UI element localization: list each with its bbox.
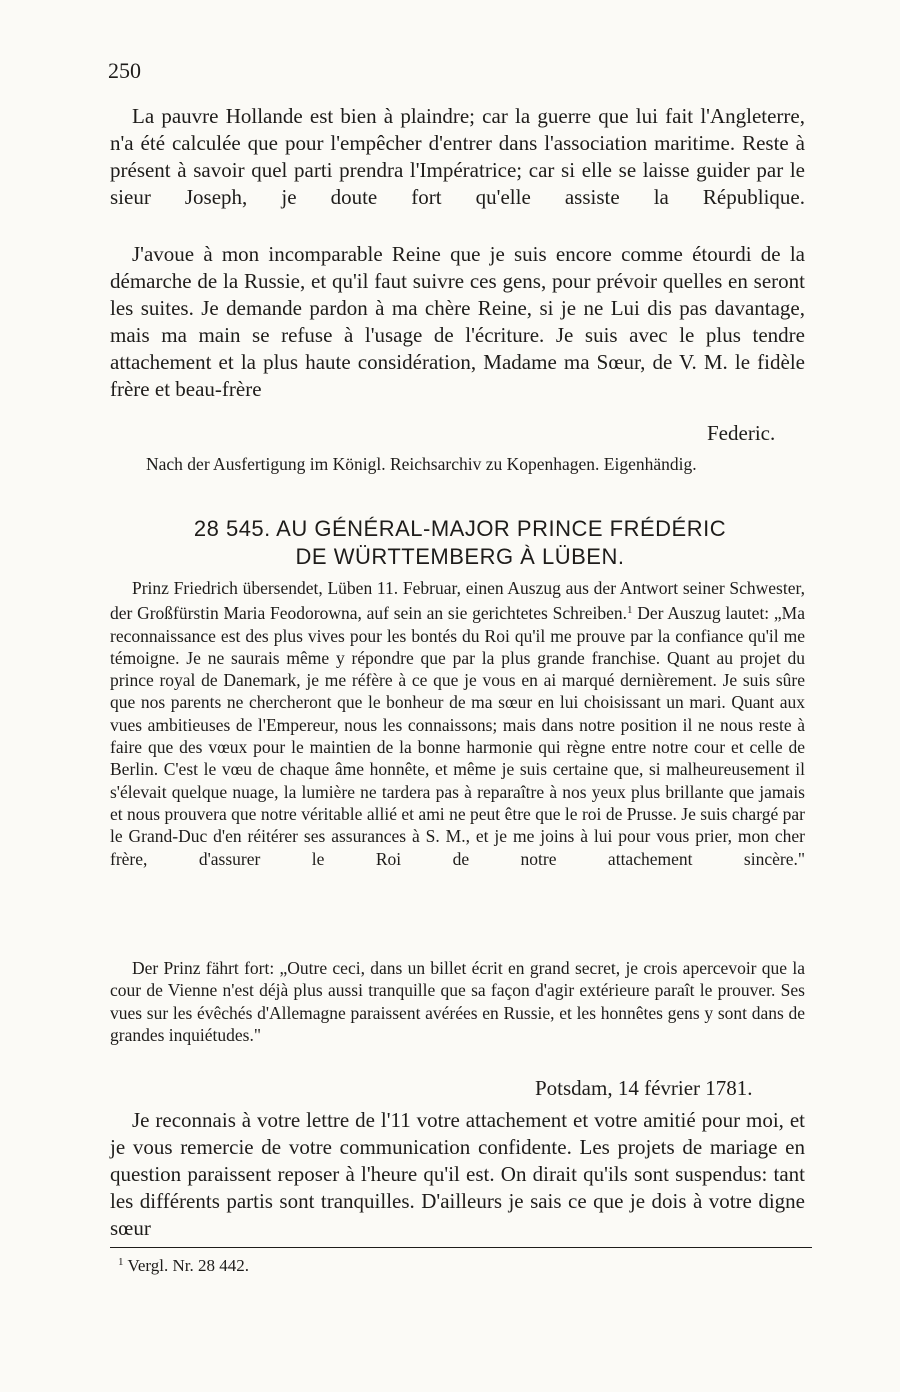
letter-paragraph-2: J'avoue à mon incomparable Reine que je suis encore comme étourdi de la démarche de la Russie, et qu'il faut suivre ces gens, pour prévoir quelles en seront les suites. Je demande pardon à ma chère Reine, si je ne Lui dis pas davantage, mais ma main se refuse à l'usage de l'écriture. Je suis avec le plus tendre attachement et la plus haute considération, Madame ma Sœur, de V. M. le fidèle frère et beau-frère xyxy=(110,242,805,401)
footnote-divider xyxy=(110,1247,812,1248)
page-number: 250 xyxy=(108,58,141,83)
summary-paragraph-1-block xyxy=(110,577,805,870)
letter-paragraph-1: La pauvre Hollande est bien à plaindre; car la guerre que lui fait l'Angleterre, n'a été calculée que pour l'empêcher d'entrer dans l'association maritime. Reste à présent à savoir quel parti prendra l'Impératrice; car si elle se laisse guider par le sieur Joseph, je doute fort qu'elle assiste la République. xyxy=(110,104,805,209)
footnote-number: 1 xyxy=(118,1256,124,1268)
reply-paragraph-block xyxy=(110,1107,805,1242)
letter-paragraph-2-block xyxy=(110,241,805,403)
footnote-reference: 1 xyxy=(626,604,633,617)
summary-paragraph-1-part-a: Prinz Friedrich übersendet, Lüben 11. Februar, einen Auszug aus der Antwort seiner Schwester, der Großfürstin Maria Feodorowna, auf sein an sie gerichtetes Schreiben. xyxy=(110,578,805,624)
footnote-text: Vergl. Nr. 28 442. xyxy=(127,1256,249,1275)
source-note: Nach der Ausfertigung im Königl. Reichsarchiv zu Kopenhagen. Eigenhändig. xyxy=(146,454,697,474)
footnote xyxy=(118,1256,249,1276)
summary-paragraph-2: Der Prinz fährt fort: „Outre ceci, dans un billet écrit en grand secret, je crois apercevoir que la cour de Vienne n'est déjà plus aussi tranquille que sa façon d'agir extérieure paraît le prouver. Ses vues sur les évêchés d'Allemagne paraissent avérées en Russie, et les honnêtes gens y sont dans de grandes inquiétudes." xyxy=(110,958,805,1045)
summary-paragraph-1-part-b: Der Auszug lautet: „Ma reconnaissance est des plus vives pour les bontés du Roi qu'il me prouve par la confiance qu'il me témoigne. Je ne saurais même y répondre que par la plus grande franchise. Quant au projet du prince royal de Danemark, je me réfère à ce que je vous en ai marqué dernièrement. Je suis sûre que nos parents ne chercheront que le bonheur de ma sœur en lui choisissant un mari. Quant aux vues ambitieuses de l'Empereur, nous les connaissons; mais dans notre position il ne nous reste à faire que des vœux pour le maintien de la bonne harmonie qui règne entre notre cour et celle de Berlin. C'est le vœu de chaque âme honnête, et même je suis certaine que, si malheureusement il s'élevait quelque nuage, la lumière ne tardera pas à reparaître à nos yeux plus brillante que jamais et nous prouvera que notre véritable allié et ami ne peut être que le roi de Prusse. Je suis chargé par le Grand-Duc d'en réitérer ses assurances à S. M., et je me joins à lui pour vous prier, mon cher frère, d'assurer le Roi de notre attachement sincère." xyxy=(110,603,806,869)
letter-paragraph-1-block xyxy=(110,103,805,211)
signature: Federic. xyxy=(707,421,776,445)
letter-title-line-2: DE WÜRTTEMBERG À LÜBEN. xyxy=(295,544,625,569)
letter-title-line-1: 28 545. AU GÉNÉRAL-MAJOR PRINCE FRÉDÉRIC xyxy=(193,516,727,541)
summary-paragraph-1 xyxy=(110,577,805,870)
dateline: Potsdam, 14 février 1781. xyxy=(535,1076,753,1100)
reply-paragraph: Je reconnais à votre lettre de l'11 votre attachement et votre amitié pour moi, et je vous remercie de votre communication confidente. Les projets de mariage en question paraissent reposer à l'heure qu'il est. On dirait qu'ils sont suspendus: tant les différents partis sont tranquilles. D'ailleurs je sais ce que je dois à votre digne sœur xyxy=(110,1108,805,1240)
summary-paragraph-2-block xyxy=(110,957,805,1046)
